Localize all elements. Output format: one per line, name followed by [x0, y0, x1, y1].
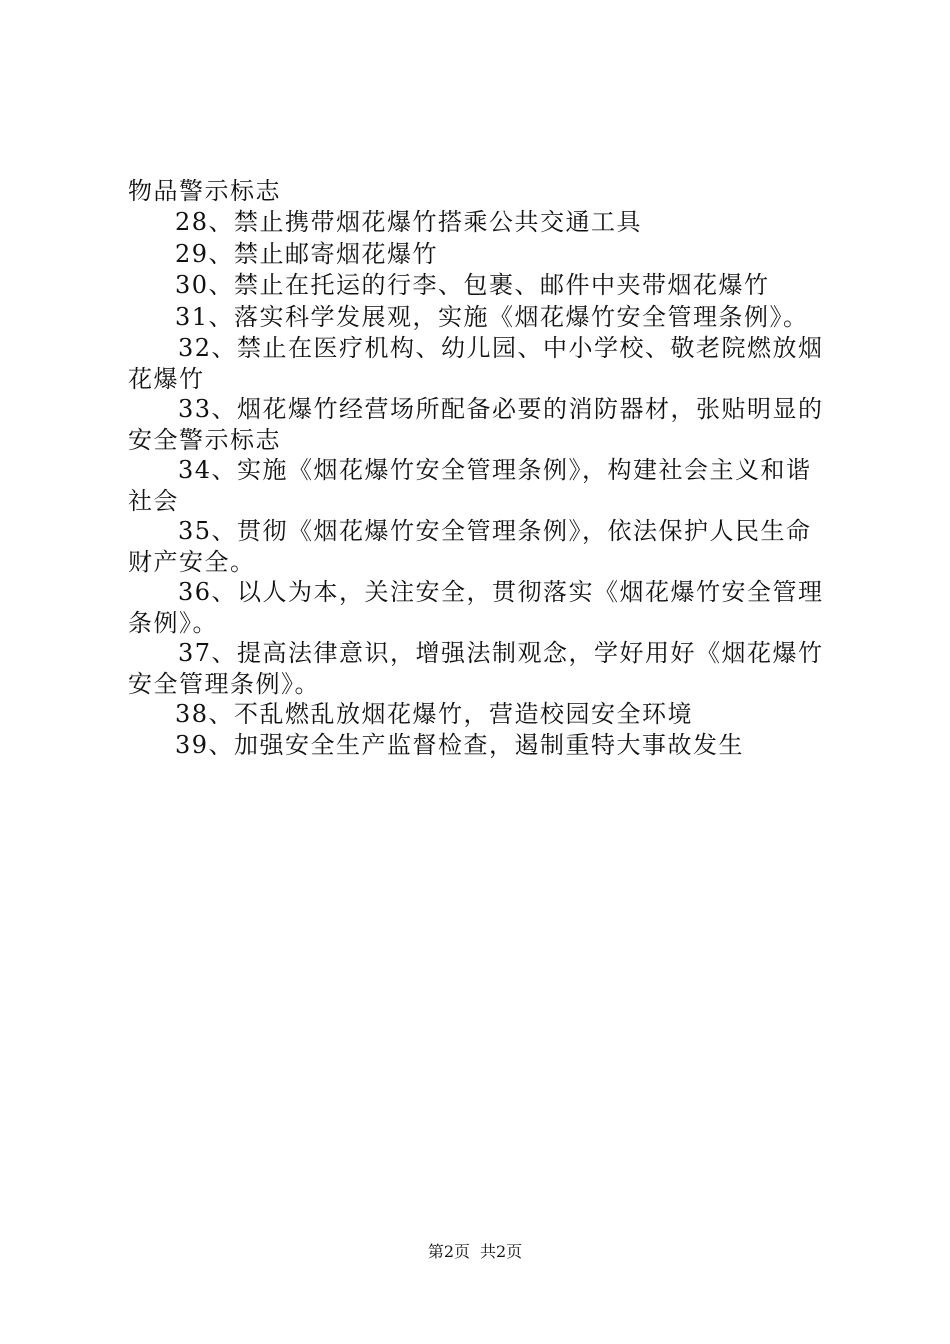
text-line: 37、提高法律意识，增强法制观念，学好用好《烟花爆竹	[178, 639, 824, 667]
page-number: 第2页	[427, 1242, 470, 1261]
text-line: 财产安全。	[128, 548, 256, 576]
text-line: 32、禁止在医疗机构、幼儿园、中小学校、敬老院燃放烟	[178, 334, 824, 362]
text-line: 条例》。	[128, 609, 218, 637]
text-line: 社会	[128, 487, 179, 515]
text-line: 物品警示标志	[128, 177, 281, 205]
page-total: 共2页	[480, 1242, 523, 1261]
text-line: 31、落实科学发展观，实施《烟花爆竹安全管理条例》。	[175, 303, 809, 331]
page-footer	[0, 1241, 950, 1263]
text-line: 36、以人为本，关注安全，贯彻落实《烟花爆竹安全管理	[178, 578, 824, 606]
text-line: 花爆竹	[128, 365, 205, 393]
text-line: 33、烟花爆竹经营场所配备必要的消防器材，张贴明显的	[178, 395, 824, 423]
text-line: 39、加强安全生产监督检查，遏制重特大事故发生	[175, 731, 745, 759]
text-line: 安全警示标志	[128, 426, 281, 454]
text-line: 35、贯彻《烟花爆竹安全管理条例》，依法保护人民生命	[178, 517, 812, 545]
text-line: 30、禁止在托运的行李、包裹、邮件中夹带烟花爆竹	[175, 271, 770, 299]
text-line: 29、禁止邮寄烟花爆竹	[175, 240, 439, 268]
text-line: 28、禁止携带烟花爆竹搭乘公共交通工具	[175, 208, 643, 236]
text-line: 34、实施《烟花爆竹安全管理条例》，构建社会主义和谐	[178, 456, 812, 484]
text-line: 安全管理条例》。	[128, 670, 320, 698]
text-line: 38、不乱燃乱放烟花爆竹，营造校园安全环境	[175, 700, 694, 728]
